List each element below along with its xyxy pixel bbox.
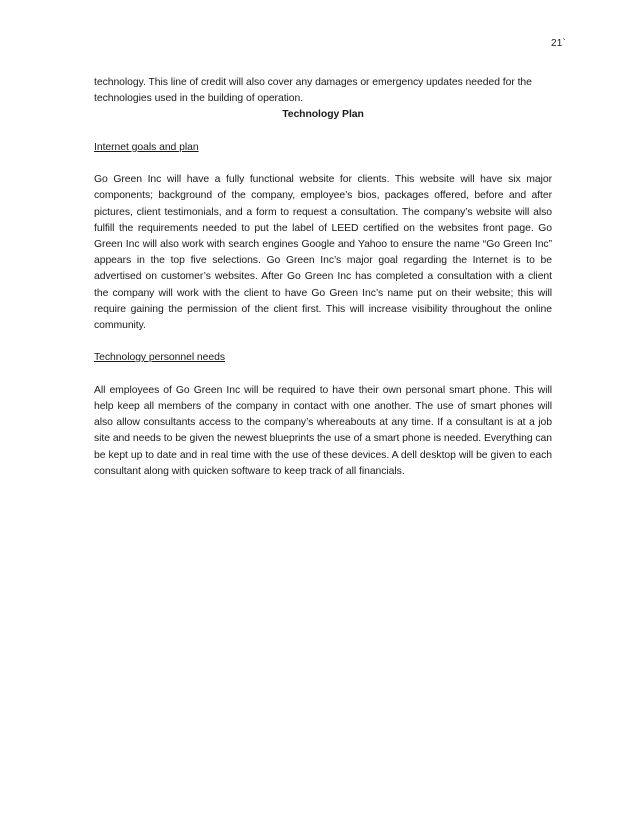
spacer [94,156,552,172]
spacer [94,367,552,383]
spacer [94,124,552,140]
intro-paragraph: technology. This line of credit will also cover any damages or emergency updates needed for the technologies used in the building of operation. [94,77,532,105]
heading-internet-goals: Internet goals and plan [94,141,199,153]
page-number: 21` [550,38,566,49]
spacer [94,334,552,350]
paragraph-internet-goals: Go Green Inc will have a fully functional website for clients. This website will have six major components; background of the company, employee’s bios, packages offered, before and after pictures, client testimonials, and a form to request a consultation. The company’s website will also fulfill the requirements needed to put the label of LEED certified on the websites front page. Go Green Inc will also work with search engines Google and Yahoo to ensure the name “Go Green Inc” appears in the top five selections. Go Green Inc’s major goal regarding the Internet is to be advertised on customer’s websites. After Go Green Inc has completed a consultation with a client the company will work with the client to have Go Green Inc’s name put on their website; this will require gaining the permission of the client first. This will increase visibility throughout the online community. [94,174,552,332]
section-title: Technology Plan [282,109,364,121]
document-body [94,75,552,480]
heading-technology-personnel: Technology personnel needs [94,352,225,364]
paragraph-technology-personnel: All employees of Go Green Inc will be required to have their own personal smart phone. This will help keep all members of the company in contact with one another. The use of smart phones will also allow consultants access to the company’s whereabouts at any time. If a consultant is at a job site and needs to be given the newest blueprints the use of a smart phone is needed. Everything can be kept up to date and in real time with the use of these devices. A dell desktop will be given to each consultant along with quicken software to keep track of all financials. [94,384,552,477]
